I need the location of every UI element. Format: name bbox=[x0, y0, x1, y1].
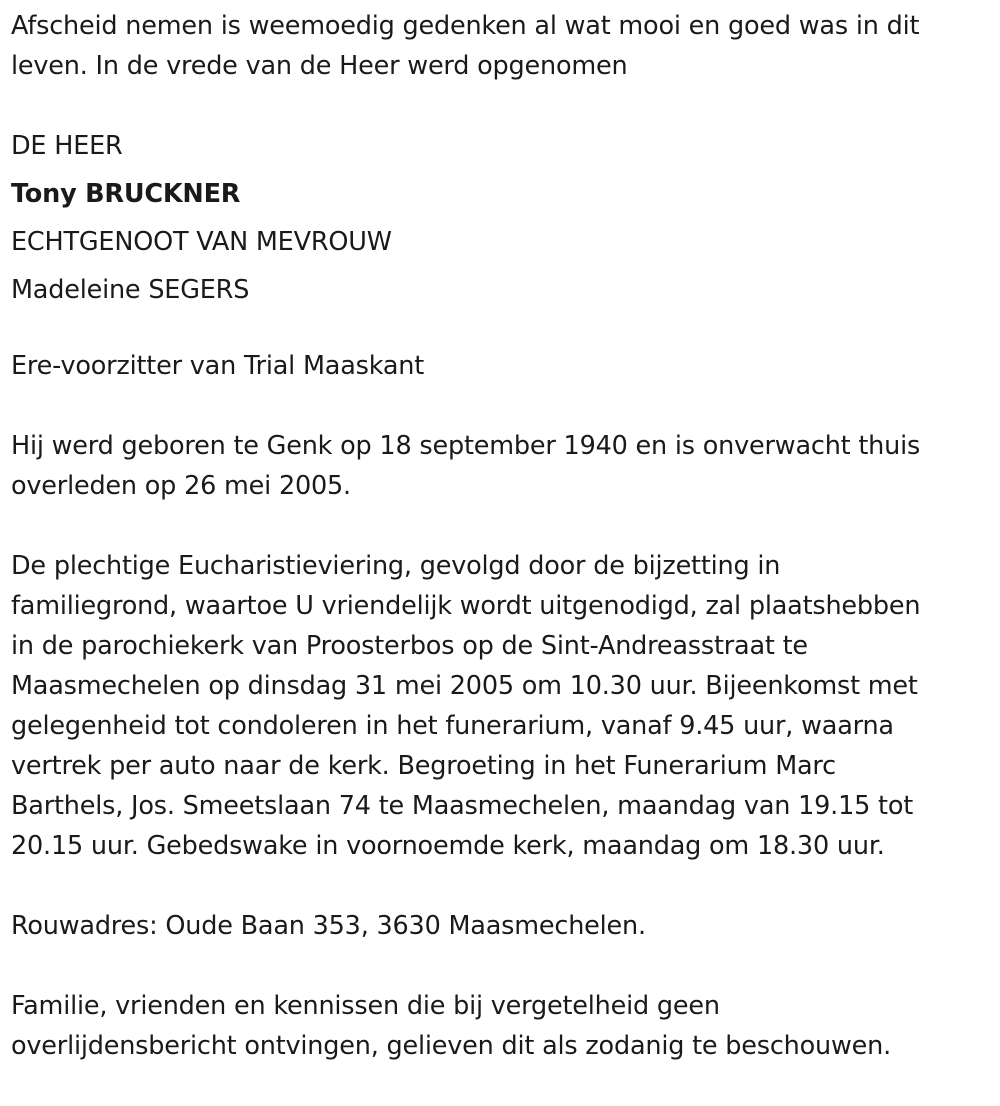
intro-line: leven. In de vrede van de Heer werd opgenomen bbox=[11, 51, 628, 81]
deceased-name: Tony BRUCKNER bbox=[11, 179, 241, 209]
ceremony-line: in de parochiekerk van Proosterbos op de Sint-Andreasstraat te bbox=[11, 631, 808, 661]
honorary-paragraph bbox=[11, 346, 991, 386]
intro-line: Afscheid nemen is weemoedig gedenken al wat mooi en goed was in dit bbox=[11, 11, 920, 41]
honorary-title: Ere-voorzitter van Trial Maaskant bbox=[11, 351, 425, 381]
closing-line: overlijdensbericht ontvingen, gelieven dit als zodanig te beschouwen. bbox=[11, 1031, 892, 1061]
relation-label: ECHTGENOOT VAN MEVROUW bbox=[11, 227, 392, 257]
address-paragraph bbox=[11, 906, 991, 946]
closing-paragraph bbox=[11, 986, 991, 1066]
ceremony-line: Barthels, Jos. Smeetslaan 74 te Maasmechelen, maandag van 19.15 tot bbox=[11, 791, 914, 821]
ceremony-line: gelegenheid tot condoleren in het funerarium, vanaf 9.45 uur, waarna bbox=[11, 711, 894, 741]
ceremony-line: 20.15 uur. Gebedswake in voornoemde kerk, maandag om 18.30 uur. bbox=[11, 831, 885, 861]
ceremony-paragraph bbox=[11, 546, 991, 866]
birth-death-line: overleden op 26 mei 2005. bbox=[11, 471, 351, 501]
deceased-title: DE HEER bbox=[11, 131, 123, 161]
intro-paragraph bbox=[11, 6, 991, 86]
closing-line: Familie, vrienden en kennissen die bij vergetelheid geen bbox=[11, 991, 720, 1021]
ceremony-line: De plechtige Eucharistieviering, gevolgd door de bijzetting in bbox=[11, 551, 781, 581]
ceremony-line: familiegrond, waartoe U vriendelijk wordt uitgenodigd, zal plaatshebben bbox=[11, 591, 921, 621]
spouse-name: Madeleine SEGERS bbox=[11, 275, 250, 305]
ceremony-line: Maasmechelen op dinsdag 31 mei 2005 om 10.30 uur. Bijeenkomst met bbox=[11, 671, 918, 701]
birth-death-paragraph bbox=[11, 426, 991, 506]
deceased-block bbox=[11, 122, 991, 314]
obituary-document bbox=[11, 6, 991, 1106]
ceremony-line: vertrek per auto naar de kerk. Begroeting in het Funerarium Marc bbox=[11, 751, 836, 781]
mourning-address: Rouwadres: Oude Baan 353, 3630 Maasmechelen. bbox=[11, 911, 646, 941]
birth-death-line: Hij werd geboren te Genk op 18 september 1940 en is onverwacht thuis bbox=[11, 431, 921, 461]
